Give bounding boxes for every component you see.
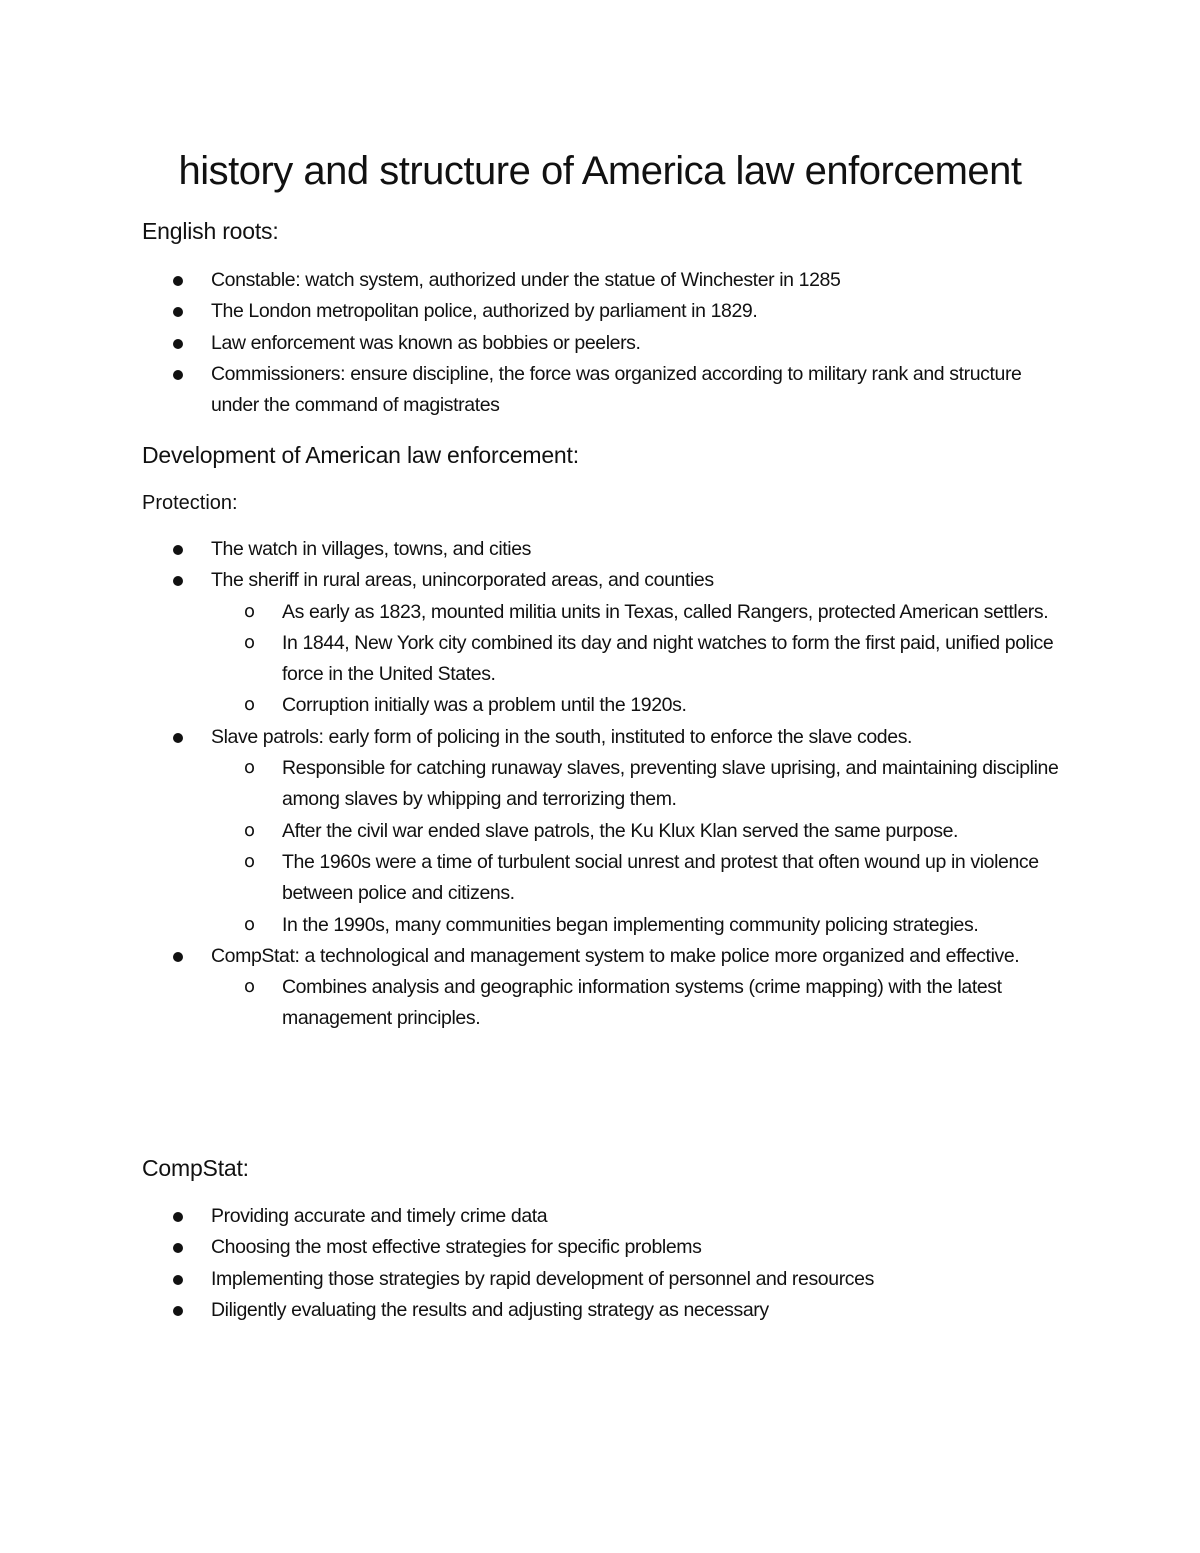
list-item — [0, 565, 1071, 596]
list-item-text: The sheriff in rural areas, unincorporated areas, and counties — [211, 569, 714, 592]
bullet-icon — [173, 1212, 183, 1222]
circle-bullet-icon: o — [244, 600, 255, 622]
list-item — [0, 1264, 1071, 1295]
list-item — [0, 359, 1071, 422]
sub-list-item — [0, 597, 1072, 628]
bullet-icon — [173, 576, 183, 586]
list-item-text: Choosing the most effective strategies for specific problems — [211, 1236, 702, 1259]
list-item — [0, 328, 1071, 359]
list-item — [0, 722, 1071, 753]
section-heading-compstat: CompStat: — [142, 1155, 249, 1181]
list-item-text: Law enforcement was known as bobbies or peelers. — [211, 331, 641, 354]
bullet-icon — [173, 307, 183, 317]
sub-list-item-text: Responsible for catching runaway slaves, preventing slave uprising, and maintaining discipline among slaves by whipping and terrorizing them. — [282, 757, 1059, 811]
sub-list-item-text: As early as 1823, mounted militia units in Texas, called Rangers, protected American settlers. — [282, 600, 1049, 623]
circle-bullet-icon: o — [244, 694, 255, 716]
bullet-icon — [173, 733, 183, 743]
protection-list — [0, 534, 1200, 1035]
circle-bullet-icon: o — [244, 850, 255, 872]
list-item — [0, 1232, 1071, 1263]
bullet-icon — [173, 276, 183, 286]
sub-list-item — [0, 847, 1072, 910]
bullet-icon — [173, 339, 183, 349]
sub-list-item — [0, 910, 1072, 941]
sub-list-item — [0, 972, 1072, 1035]
list-item-text: The London metropolitan police, authorized by parliament in 1829. — [211, 300, 758, 323]
sub-list-item — [0, 816, 1072, 847]
list-item-text: Providing accurate and timely crime data — [211, 1205, 548, 1227]
list-item-text: Implementing those strategies by rapid development of personnel and resources — [211, 1267, 874, 1290]
bullet-icon — [173, 1275, 183, 1285]
list-item-text: Commissioners: ensure discipline, the force was organized according to military rank and structure under the command of magistrates — [211, 362, 1022, 417]
list-item — [0, 534, 1071, 565]
sub-list-item-text: Corruption initially was a problem until the 1920s. — [282, 694, 687, 717]
circle-bullet-icon: o — [244, 631, 255, 653]
section-heading-development: Development of American law enforcement: — [142, 442, 579, 468]
section-heading-english-roots: English roots: — [142, 218, 279, 244]
list-item — [0, 265, 1071, 296]
sub-list-item-text: The 1960s were a time of turbulent social unrest and protest that often wound up in violence between police and citizens. — [282, 850, 1039, 905]
sub-list-item-text: In the 1990s, many communities began implementing community policing strategies. — [282, 913, 979, 936]
list-item-text: CompStat: a technological and management system to make police more organized and effective. — [211, 944, 1020, 967]
list-item-text: Slave patrols: early form of policing in the south, instituted to enforce the slave codes. — [211, 725, 913, 748]
list-item — [0, 296, 1071, 327]
circle-bullet-icon: o — [244, 976, 255, 998]
list-item-text: Diligently evaluating the results and adjusting strategy as necessary — [211, 1298, 769, 1321]
sub-list-item — [0, 753, 1072, 816]
list-item — [0, 1295, 1071, 1326]
bullet-icon — [173, 1243, 183, 1253]
compstat-list — [0, 1201, 1200, 1326]
circle-bullet-icon: o — [244, 819, 255, 841]
sub-list-item-text: After the civil war ended slave patrols, the Ku Klux Klan served the same purpose. — [282, 819, 959, 842]
english-roots-list — [0, 265, 1200, 421]
page-title: history and structure of America law enforcement — [178, 149, 1022, 193]
list-item-text: Constable: watch system, authorized under the statue of Winchester in 1285 — [211, 269, 841, 291]
sub-list-item-text: Combines analysis and geographic information systems (crime mapping) with the latest management principles. — [282, 976, 1002, 1030]
sub-list-item — [0, 690, 1072, 721]
bullet-icon — [173, 1306, 183, 1316]
circle-bullet-icon: o — [244, 913, 255, 935]
list-item — [0, 1201, 1071, 1232]
list-item — [0, 941, 1071, 972]
subheading-protection: Protection: — [142, 492, 238, 514]
circle-bullet-icon: o — [244, 757, 255, 779]
bullet-icon — [173, 370, 183, 380]
bullet-icon — [173, 545, 183, 555]
sub-list-item-text: In 1844, New York city combined its day and night watches to form the first paid, unified police force in the United States. — [282, 631, 1054, 686]
sub-list-item — [0, 628, 1072, 691]
bullet-icon — [173, 952, 183, 962]
list-item-text: The watch in villages, towns, and cities — [211, 538, 531, 560]
